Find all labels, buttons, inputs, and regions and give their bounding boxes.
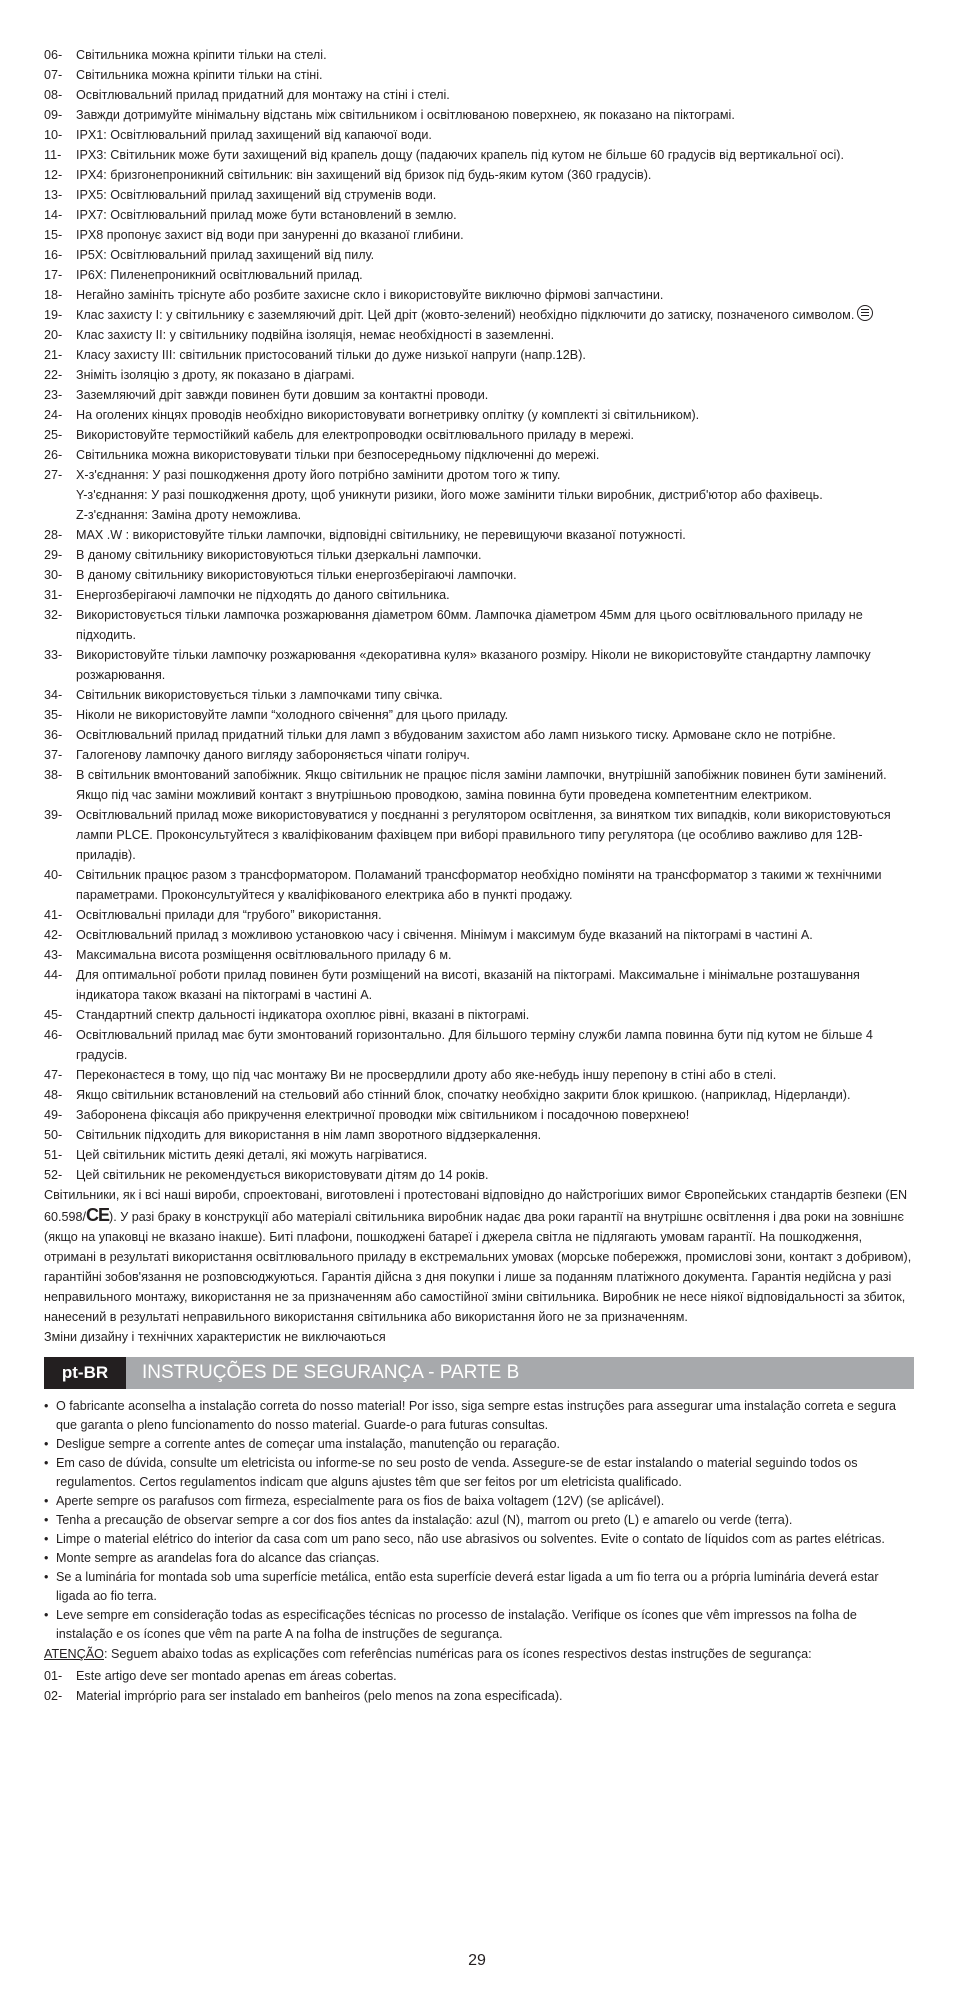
item-number: 48-: [44, 1088, 63, 1102]
item-number: 13-: [44, 188, 63, 202]
item-text-main: Для оптимальної роботи прилад повинен бути розміщений на висоті, вказаній на піктограмі. Максимальне і мінімальне розташування індикатора також вказані на піктограмі в частині A.: [76, 968, 860, 1002]
item-number: 49-: [44, 1108, 63, 1122]
item-text: [76, 905, 914, 925]
item-text: [76, 865, 914, 905]
list-item: [44, 865, 914, 905]
list-item: [44, 945, 914, 965]
list-item: [44, 445, 914, 465]
item-text: [76, 285, 914, 305]
item-text-main: Клас захисту I: у світильнику є заземляючий дріт. Цей дріт (жовто-зелений) необхідно підключити до затиску, позначеного символом.: [76, 308, 855, 322]
item-text: [76, 565, 914, 585]
portuguese-instructions-list: [44, 1666, 914, 1706]
list-item: [44, 125, 914, 145]
item-text: [76, 1025, 914, 1065]
item-number: 32-: [44, 608, 63, 622]
item-text-main: Освітлювальний прилад з можливою установкою часу і свічення. Мінімум і максимум буде вказаний на піктограмі в частині A.: [76, 928, 813, 942]
item-number: 36-: [44, 728, 63, 742]
list-item: [44, 545, 914, 565]
list-item: [44, 1105, 914, 1125]
list-item: [44, 905, 914, 925]
item-number: 14-: [44, 208, 63, 222]
list-item: [44, 45, 914, 65]
item-text-main: MAX .W : використовуйте тільки лампочки, відповідні світильнику, не перевищуючи вказаної потужності.: [76, 528, 686, 542]
item-text-main: Використовуйте термостійкий кабель для електропроводки освітлювального приладу в мережі.: [76, 428, 635, 442]
item-number: 34-: [44, 688, 63, 702]
item-number: 26-: [44, 448, 63, 462]
item-text-main: Світильник підходить для використання в нім ламп зворотного віддзеркалення.: [76, 1128, 542, 1142]
list-item: [44, 925, 914, 945]
warranty-paragraph: Світильники, як і всі наші вироби, спроектовані, виготовлені і протестовані відповідно до найстрогіших вимог Європейських стандартів безпеки (EN 60.598/CE). У разі браку в конструкції або матеріалі світильника виробник надає два роки гарантії на внутрішнє освітлення і два роки на зовнішнє (якщо на упаковці не вказано інакше). Биті плафони, пошкоджені батареї і джерела світла не підлягають умовам гарантії. На пошкодження, отримані в результаті використання освітлювального приладу в екстремальних умовах (морське побережжя, промислові зони, контакт з добривом), гарантійні зобов'язання не розповсюджуються. Гарантія дійсна з дня покупки і лише за поданням платіжного документа. Гарантія недійсна у разі неправильного монтажу, використання не за призначенням або самостійної зміни світильника. Виробник не несе ніякої відповідальності за збиток, нанесений в результаті неправильного використання світильника або використання його не за призначенням.: [44, 1188, 912, 1324]
item-number: 16-: [44, 248, 63, 262]
item-text-main: Переконаєтеся в тому, що під час монтажу Ви не просвердлили дроту або яке-небудь іншу перепону в стіні або в стелі.: [76, 1068, 777, 1082]
item-text-main: IP5X: Освітлювальний прилад захищений від пилу.: [76, 248, 375, 262]
item-text-main: Енергозберігаючі лампочки не підходять до даного світильника.: [76, 588, 450, 602]
item-text-main: Світильника можна кріпити тільки на стелі.: [76, 48, 327, 62]
item-text: [76, 345, 914, 365]
bullet-item: [44, 1530, 914, 1549]
section-header: [44, 1357, 914, 1389]
list-item: [44, 1125, 914, 1145]
list-item: [44, 365, 914, 385]
item-text: [76, 105, 914, 125]
item-text: [76, 925, 914, 945]
ce-mark-icon: CE: [86, 1205, 110, 1225]
item-text-main: Ніколи не використовуйте лампи “холодного свічення” для цього приладу.: [76, 708, 509, 722]
list-item: [44, 85, 914, 105]
item-text: [76, 585, 914, 605]
item-text-main: IPX4: бризгонепроникний світильник: він захищений від бризок під будь-яким кутом (360 градусів).: [76, 168, 652, 182]
item-text: [76, 385, 914, 405]
list-item: [44, 425, 914, 445]
item-text-main: Освітлювальний прилад придатний тільки для ламп з вбудованим захистом або ламп низького тиску. Армоване скло не потрібне.: [76, 728, 836, 742]
item-text: [76, 965, 914, 1005]
item-text: [76, 85, 914, 105]
item-number: 08-: [44, 88, 63, 102]
item-text: [76, 545, 914, 565]
item-number: 37-: [44, 748, 63, 762]
item-number: 40-: [44, 868, 63, 882]
item-number: 21-: [44, 348, 63, 362]
item-text: [76, 45, 914, 65]
bullet-item: [44, 1454, 914, 1492]
list-item: [44, 645, 914, 685]
list-item: [44, 965, 914, 1005]
item-text: [76, 405, 914, 425]
item-text-main: Якщо світильник встановлений на стельовий або стінний блок, спочатку необхідно закрити блок кришкою. (наприклад, Нідерланди).: [76, 1088, 851, 1102]
item-text-main: X-з'єднання: У разі пошкодження дроту його потрібно замінити дротом того ж типу.: [76, 468, 561, 482]
item-text-main: Цей світильник не рекомендується використовувати дітям до 14 років.: [76, 1168, 489, 1182]
item-text: [76, 1105, 914, 1125]
list-item: [44, 585, 914, 605]
bullet-item: [44, 1435, 914, 1454]
list-item: [44, 385, 914, 405]
bullet-text: Limpe o material elétrico do interior da casa com um pano seco, não use abrasivos ou solventes. Evite o contato de líquidos com as partes elétricas.: [56, 1532, 885, 1546]
bullet-item: [44, 1606, 914, 1644]
item-number: 31-: [44, 588, 63, 602]
bullet-item: [44, 1397, 914, 1435]
item-text-main: В даному світильнику використовуються тільки дзеркальні лампочки.: [76, 548, 482, 562]
list-item: [44, 705, 914, 725]
list-item: [44, 605, 914, 645]
item-text: [76, 265, 914, 285]
item-number: 43-: [44, 948, 63, 962]
item-text-main: IPX7: Освітлювальний прилад може бути встановлений в землю.: [76, 208, 457, 222]
item-number: 10-: [44, 128, 63, 142]
item-text: [76, 525, 914, 545]
item-number: 07-: [44, 68, 63, 82]
item-number: 01-: [44, 1669, 63, 1683]
item-text-main: IPX8 пропонує захист від води при зануренні до вказаної глибини.: [76, 228, 464, 242]
item-text-main: Освітлювальний прилад має бути змонтований горизонтально. Для більшого терміну служби лампа повинна бути під кутом не більше 4 градусів.: [76, 1028, 873, 1062]
item-text: [76, 1065, 914, 1085]
list-item: [44, 1005, 914, 1025]
item-number: 15-: [44, 228, 63, 242]
bullet-item: [44, 1511, 914, 1530]
item-text-main: Максимальна висота розміщення освітлювального приладу 6 м.: [76, 948, 452, 962]
bullet-text: Aperte sempre os parafusos com firmeza, especialmente para os fios de baixa voltagem (12V) (se aplicável).: [56, 1494, 665, 1508]
item-number: 44-: [44, 968, 63, 982]
item-number: 50-: [44, 1128, 63, 1142]
list-item: [44, 1145, 914, 1165]
item-number: 28-: [44, 528, 63, 542]
portuguese-bullets-list: [44, 1397, 914, 1644]
item-number: 27-: [44, 468, 63, 482]
item-text: [76, 425, 914, 445]
item-number: 17-: [44, 268, 63, 282]
item-text-main: IPX3: Світильник може бути захищений від крапель дощу (падаючих крапель під кутом не більше 60 градусів від вертикальної осі).: [76, 148, 844, 162]
item-text: [76, 445, 914, 465]
item-text: [76, 605, 914, 645]
item-text: [76, 245, 914, 265]
list-item: [44, 205, 914, 225]
item-text-main: Світильника можна використовувати тільки при безпосередньому підключенні до мережі.: [76, 448, 600, 462]
page-number: 29: [468, 1952, 486, 1969]
item-number: 33-: [44, 648, 63, 662]
item-text: [76, 1165, 914, 1185]
item-text-main: В світильник вмонтований запобіжник. Якщо світильник не працює після заміни лампочки, внутрішній запобіжник повинен бути замінений. Якщо під час заміни можливий контакт з внутрішньою проводкою, заміна повинна бути проведена компетентним електриком.: [76, 768, 887, 802]
item-text-main: Завжди дотримуйте мінімальну відстань між світильником і освітлюваною поверхнею, як показано на піктограмі.: [76, 108, 735, 122]
attention-label: ATENÇÃO: [44, 1647, 104, 1661]
item-text: [76, 325, 914, 345]
item-number: 29-: [44, 548, 63, 562]
bullet-dot-icon: •: [44, 1456, 49, 1470]
item-number: 30-: [44, 568, 63, 582]
list-item: [44, 745, 914, 765]
item-text-main: Негайно замініть тріснуте або розбите захисне скло і використовуйте виключно фірмові запчастини.: [76, 288, 664, 302]
item-text-main: Використовується тільки лампочка розжарювання діаметром 60мм. Лампочка діаметром 45мм для цього освітлювального приладу не підходить.: [76, 608, 863, 642]
item-text: [76, 65, 914, 85]
item-number: 46-: [44, 1028, 63, 1042]
list-item: [44, 765, 914, 805]
item-number: 23-: [44, 388, 63, 402]
item-text: [76, 1085, 914, 1105]
item-text-main: Зніміть ізоляцію з дроту, як показано в діаграмі.: [76, 368, 355, 382]
item-number: 42-: [44, 928, 63, 942]
item-number: 38-: [44, 768, 63, 782]
list-item: [44, 725, 914, 745]
list-item: [44, 565, 914, 585]
section-title: INSTRUÇÕES DE SEGURANÇA - PARTE B: [142, 1362, 520, 1383]
list-item: [44, 1666, 914, 1686]
item-text: [76, 1145, 914, 1165]
item-number: 20-: [44, 328, 63, 342]
item-text-main: В даному світильнику використовуються тільки енергозберігаючі лампочки.: [76, 568, 517, 582]
item-text-main: IPX5: Освітлювальний прилад захищений від струменів води.: [76, 188, 437, 202]
list-item: [44, 225, 914, 245]
item-text: [76, 225, 914, 245]
item-text-main: На оголених кінцях проводів необхідно використовувати вогнетривку оплітку (у комплекті зі світильником).: [76, 408, 700, 422]
item-text-main: Освітлювальний прилад придатний для монтажу на стіні і стелі.: [76, 88, 450, 102]
item-text: [76, 945, 914, 965]
item-text: [76, 805, 914, 865]
item-text-main: Світильник використовується тільки з лампочками типу свічка.: [76, 688, 443, 702]
list-item: [44, 185, 914, 205]
item-number: 06-: [44, 48, 63, 62]
list-item: [44, 1085, 914, 1105]
bullet-dot-icon: •: [44, 1532, 49, 1546]
bullet-text: Leve sempre em consideração todas as especificações técnicas no processo de instalação. Verifique os ícones que vêm impressos na folha de instalação e os ícones que vêm na parte A na folha de instruções de segurança.: [56, 1608, 857, 1641]
list-item: [44, 525, 914, 545]
bullet-text: Monte sempre as arandelas fora do alcance das crianças.: [56, 1551, 380, 1565]
item-text-main: Освітлювальні прилади для “грубого” використання.: [76, 908, 382, 922]
item-text: [76, 685, 914, 705]
item-number: 11-: [44, 148, 62, 162]
list-item: [44, 1686, 914, 1706]
item-text: [76, 645, 914, 685]
item-text: [76, 165, 914, 185]
item-text: [76, 725, 914, 745]
item-text-main: IP6X: Пиленепроникний освітлювальний прилад.: [76, 268, 363, 282]
item-text-main: Світильник працює разом з трансформатором. Поламаний трансформатор необхідно поміняти на трансформатор з такими ж технічними параметрами. Проконсультуйтеся у кваліфікованого електрика або в пункті продажу.: [76, 868, 882, 902]
list-item: [44, 465, 914, 525]
list-item: [44, 805, 914, 865]
list-item: [44, 325, 914, 345]
item-text: [76, 1686, 914, 1706]
manual-page: [44, 45, 914, 1706]
item-number: 39-: [44, 808, 63, 822]
item-text-main: Використовуйте тільки лампочку розжарювання «декоративна куля» вказаного розміру. Ніколи не використовуйте стандартну лампочку розжарювання.: [76, 648, 871, 682]
item-text-main: Світильника можна кріпити тільки на стіні.: [76, 68, 323, 82]
bullet-item: [44, 1549, 914, 1568]
item-text-main: Material impróprio para ser instalado em banheiros (pelo menos na zona especificada).: [76, 1689, 563, 1703]
item-number: 02-: [44, 1689, 63, 1703]
list-item: [44, 305, 914, 325]
ukrainian-instructions-list: [44, 45, 914, 1185]
item-text-main: Освітлювальний прилад може використовуватися у поєднанні з регулятором освітлення, за винятком тих випадків, коли використовуються лампи PLCE. Проконсультуйтеся з кваліфікованим фахівцем при виборі правильного типу регулятора (це особливо важливо для 12В-приладів).: [76, 808, 891, 862]
item-text: [76, 365, 914, 385]
bullet-item: [44, 1492, 914, 1511]
list-item: [44, 165, 914, 185]
attention-note: ATENÇÃO: Seguem abaixo todas as explicações com referências numéricas para os ícones respectivos destas instruções de segurança:: [44, 1647, 812, 1661]
item-number: 47-: [44, 1068, 63, 1082]
item-number: 18-: [44, 288, 63, 302]
item-text: [76, 1125, 914, 1145]
bullet-text: O fabricante aconselha a instalação correta do nosso material! Por isso, siga sempre estas instruções para assegurar uma instalação correta e segura que garanta o pleno funcionamento do nosso material. Guarde-o para futuras consultas.: [56, 1399, 897, 1432]
item-text-main: Цей світильник містить деякі деталі, які можуть нагріватися.: [76, 1148, 428, 1162]
bullet-text: Se a luminária for montada sob uma superfície metálica, então esta superfície deverá estar ligada a um fio terra ou a própria luminária deverá estar ligada ao fio terra.: [56, 1570, 879, 1603]
item-number: 19-: [44, 308, 63, 322]
item-text: [76, 1666, 914, 1686]
item-text-main: Стандартний спектр дальності індикатора охоплює рівні, вказані в піктограмі.: [76, 1008, 530, 1022]
item-text-main: Галогенову лампочку даного вигляду забороняється чіпати голіруч.: [76, 748, 470, 762]
language-code-badge: pt-BR: [44, 1357, 126, 1389]
bullet-dot-icon: •: [44, 1551, 49, 1565]
bullet-text: Tenha a precaução de observar sempre a cor dos fios antes da instalação: azul (N), marrom ou preto (L) e amarelo ou verde (terra).: [56, 1513, 793, 1527]
bullet-dot-icon: •: [44, 1608, 49, 1622]
item-text: [76, 465, 914, 525]
item-number: 25-: [44, 428, 63, 442]
bullet-dot-icon: •: [44, 1494, 49, 1508]
item-text: [76, 765, 914, 805]
design-change-note: Зміни дизайну і технічних характеристик не виключаються: [44, 1330, 386, 1344]
item-text: [76, 305, 914, 325]
list-item: [44, 245, 914, 265]
bullet-text: Em caso de dúvida, consulte um eletricista ou informe-se no seu posto de venda. Assegure-se de estar instalando o material seguindo todos os regulamentos. Certos regulamentos indicam que alguns ajustes têm que ser feitos por um eletricista qualificado.: [56, 1456, 858, 1489]
list-item: [44, 265, 914, 285]
item-text-main: Заземляючий дріт завжди повинен бути довшим за контактні проводи.: [76, 388, 489, 402]
item-text: [76, 125, 914, 145]
list-item: [44, 685, 914, 705]
item-text: [76, 145, 914, 165]
item-number: 41-: [44, 908, 63, 922]
bullet-dot-icon: •: [44, 1570, 49, 1584]
item-number: 45-: [44, 1008, 63, 1022]
list-item: [44, 1165, 914, 1185]
item-text-main: IPX1: Освітлювальний прилад захищений від капаючої води.: [76, 128, 432, 142]
item-text-main: Класу захисту III: світильник пристосований тільки до дуже низької напруги (напр.12В).: [76, 348, 586, 362]
item-number: 12-: [44, 168, 63, 182]
item-text-extra: Y-з'єднання: У разі пошкодження дроту, щоб уникнути ризики, його може замінити тільки виробник, дистриб'ютор або фахівець.: [76, 488, 823, 502]
item-text: [76, 705, 914, 725]
list-item: [44, 285, 914, 305]
item-text: [76, 205, 914, 225]
ground-symbol-icon: [857, 305, 873, 321]
bullet-text: Desligue sempre a corrente antes de começar uma instalação, manutenção ou reparação.: [56, 1437, 561, 1451]
item-text: [76, 185, 914, 205]
list-item: [44, 145, 914, 165]
list-item: [44, 405, 914, 425]
list-item: [44, 105, 914, 125]
item-text-main: Клас захисту II: у світильнику подвійна ізоляція, немає необхідності в заземленні.: [76, 328, 555, 342]
list-item: [44, 1025, 914, 1065]
item-text-main: Заборонена фіксація або прикручення електричної проводки між світильником і посадочною поверхнею!: [76, 1108, 690, 1122]
list-item: [44, 65, 914, 85]
item-number: 24-: [44, 408, 63, 422]
item-number: 52-: [44, 1168, 63, 1182]
list-item: [44, 1065, 914, 1085]
item-number: 35-: [44, 708, 63, 722]
bullet-dot-icon: •: [44, 1399, 49, 1413]
item-number: 09-: [44, 108, 63, 122]
bullet-dot-icon: •: [44, 1513, 49, 1527]
item-text-extra: Z-з'єднання: Заміна дроту неможлива.: [76, 508, 302, 522]
item-number: 22-: [44, 368, 63, 382]
list-item: [44, 345, 914, 365]
item-text-main: Este artigo deve ser montado apenas em áreas cobertas.: [76, 1669, 397, 1683]
bullet-dot-icon: •: [44, 1437, 49, 1451]
item-text: [76, 745, 914, 765]
item-number: 51-: [44, 1148, 63, 1162]
item-text: [76, 1005, 914, 1025]
bullet-item: [44, 1568, 914, 1606]
